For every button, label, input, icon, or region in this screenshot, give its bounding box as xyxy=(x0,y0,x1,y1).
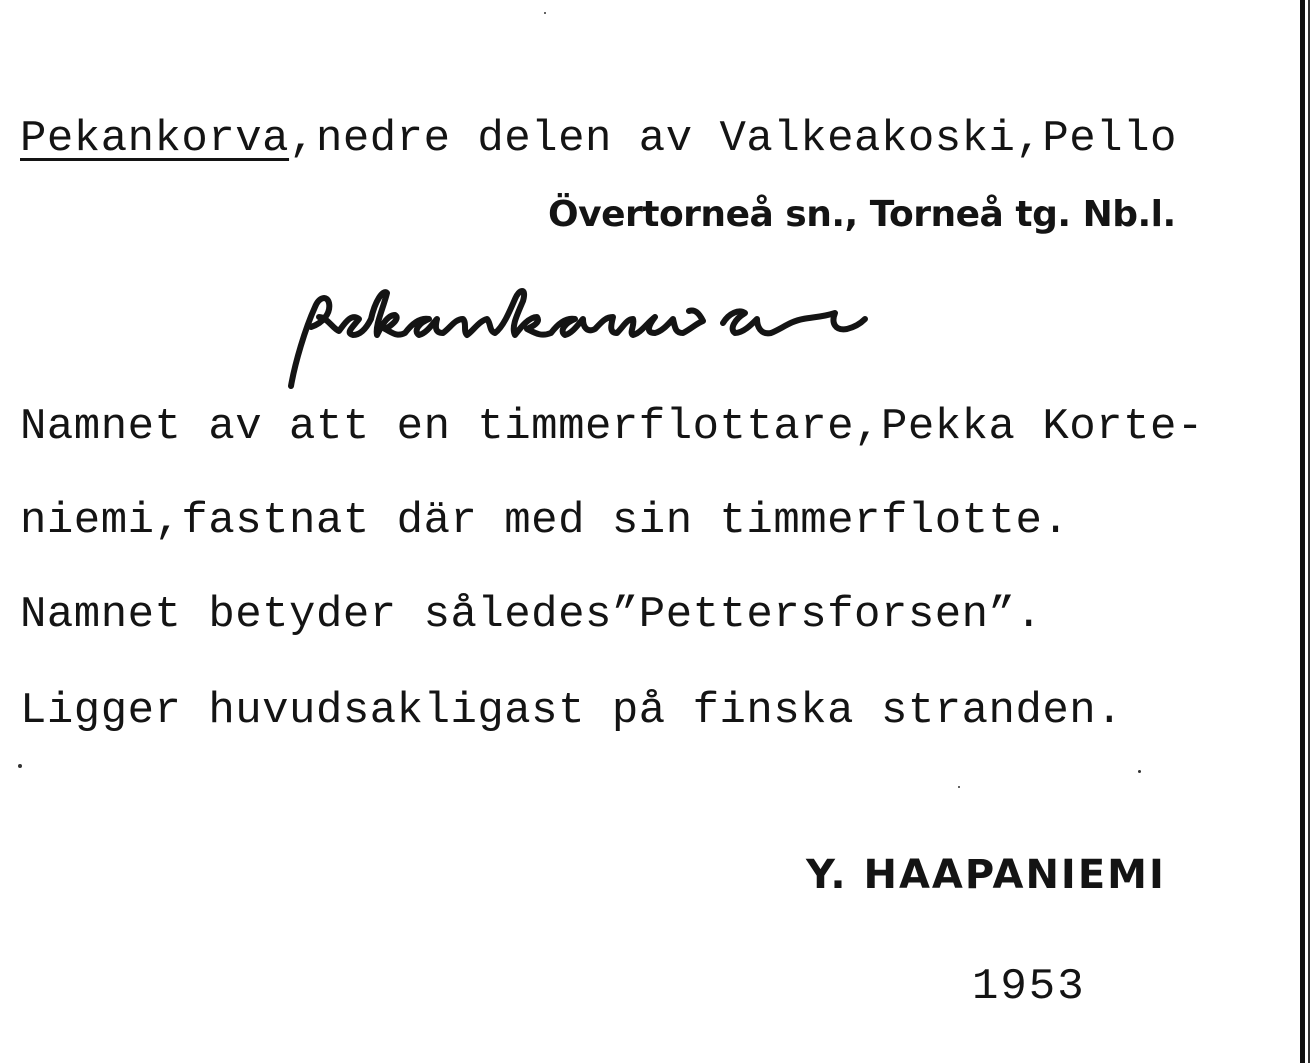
card-edge-line-thin xyxy=(1308,0,1310,1063)
scan-speck xyxy=(18,764,22,768)
location-stamp: Övertorneå sn., Torneå tg. Nb.l. xyxy=(548,194,1176,235)
headword: Pekankorva xyxy=(20,114,290,164)
card-edge-line xyxy=(1300,0,1305,1063)
scan-speck xyxy=(544,12,546,14)
location-description: ,nedre delen av Valkeakoski,Pello xyxy=(289,114,1177,164)
author-stamp: Y. HAAPANIEMI xyxy=(806,852,1166,898)
body-line-4: Ligger huvudsakligast på finska stranden. xyxy=(20,686,1124,736)
title-line xyxy=(20,114,1177,164)
scan-speck xyxy=(958,786,960,788)
year: 1953 xyxy=(972,962,1086,1012)
handwritten-form xyxy=(283,283,883,393)
body-line-2: niemi,fastnat där med sin timmerflotte. xyxy=(20,496,1070,546)
scan-speck xyxy=(1138,770,1141,773)
body-line-3: Namnet betyder således”Pettersforsen”. xyxy=(20,590,1043,640)
body-line-1: Namnet av att en timmerflottare,Pekka Korte- xyxy=(20,402,1204,452)
